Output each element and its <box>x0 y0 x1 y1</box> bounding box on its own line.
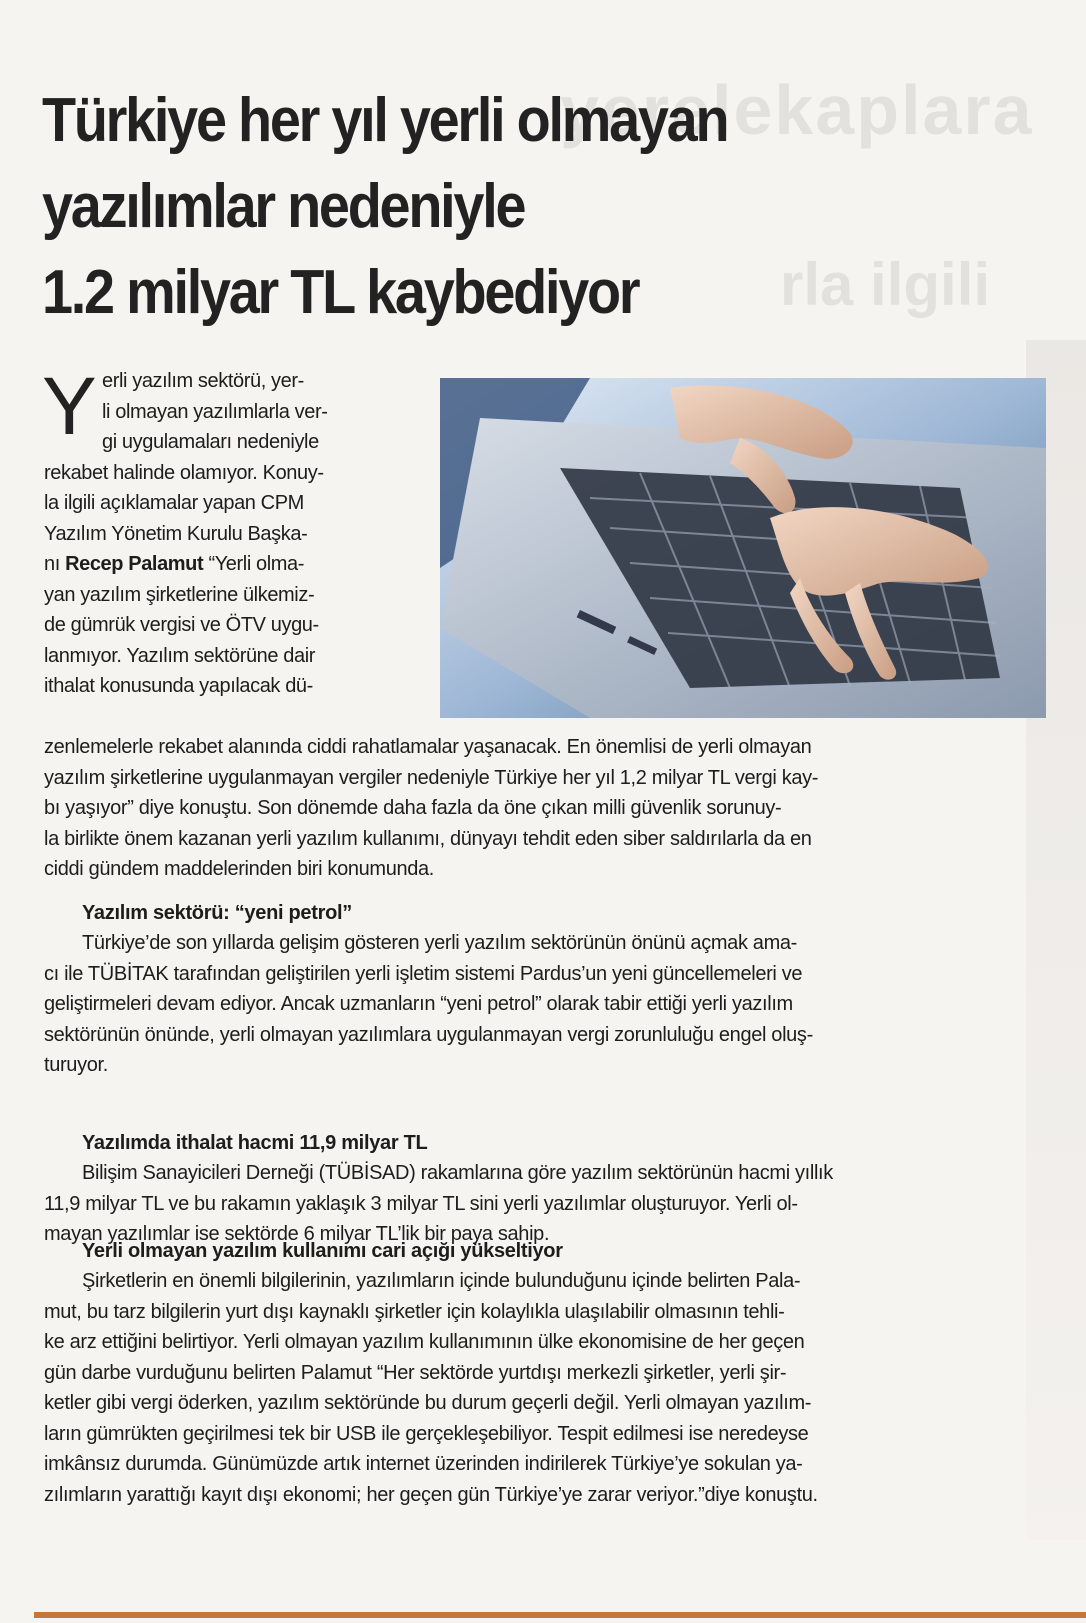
text-line: erli yazılım sektörü, yer- <box>102 370 304 392</box>
bleed-through-text: yerelekaplara <box>560 71 1034 149</box>
article-section <box>44 1128 1054 1250</box>
text-line: ların gümrükten geçirilmesi tek bir USB ile gerçekleşebiliyor. Tespit edilmesi ise neredeyse <box>44 1422 809 1445</box>
text-line: Bilişim Sanayicileri Derneği (TÜBİSAD) rakamlarına göre yazılım sektörünün hacmi yıllık <box>82 1162 833 1184</box>
text-line: ithalat konusunda yapılacak dü- <box>44 675 313 697</box>
headline-line: yazılımlar nedeniyle <box>42 172 525 241</box>
text-line: yan yazılım şirketlerine ülkemiz- <box>44 583 315 606</box>
text-line: Yazılım Yönetim Kurulu Başka- <box>44 522 308 545</box>
text-line: rekabet halinde olamıyor. Konuy- <box>44 461 324 484</box>
headline-line: Türkiye her yıl yerli olmayan <box>42 86 728 155</box>
text-line: gün darbe vurduğunu belirten Palamut “Her sektörde yurtdışı merkezli şirketler, yerli şir- <box>44 1361 787 1384</box>
text-fragment: “Yerli olma- <box>208 553 305 575</box>
bleed-through-text: rla ilgili <box>780 251 991 318</box>
text-line: cı ile TÜBİTAK tarafından geliştirilen yerli işletim sistemi Pardus’un yeni güncellemeleri ve <box>44 962 803 985</box>
text-line: mayan yazılımlar ise sektörde 6 milyar TL’lik bir paya sahip. <box>44 1223 550 1245</box>
text-line: la birlikte önem kazanan yerli yazılım kullanımı, dünyayı tehdit eden siber saldırılarla da en <box>44 827 812 850</box>
text-line: 11,9 milyar TL ve bu rakamın yaklaşık 3 milyar TL sini yerli yazılımlar oluşturuyor. Yerli ol- <box>44 1192 798 1215</box>
text-line: zenlemelerle rekabet alanında ciddi rahatlamalar yaşanacak. En önemlisi de yerli olmayan <box>44 736 812 758</box>
article-section <box>44 1236 1054 1510</box>
text-line: zılımların yarattığı kayıt dışı ekonomi; her geçen gün Türkiye’ye zarar veriyor.”diye konuştu. <box>44 1483 818 1506</box>
text-fragment: nı <box>44 553 60 575</box>
text-line: Şirketlerin en önemli bilgilerinin, yazılımların içinde bulunduğunu içinde belirten Pala- <box>82 1270 801 1292</box>
text-line: imkânsız durumda. Günümüzde artık internet üzerinden indirilerek Türkiye’ye sokulan ya- <box>44 1453 803 1475</box>
article-paragraph <box>44 732 1054 885</box>
section-heading: Yazılımda ithalat hacmi 11,9 milyar TL <box>82 1132 428 1154</box>
laptop-typing-photo <box>440 378 1046 718</box>
text-line: mut, bu tarz bilgilerin yurt dışı kaynaklı şirketler için kolaylıkla ulaşılabilir olmasının tehli- <box>44 1300 785 1323</box>
text-line: Türkiye’de son yıllarda gelişim gösteren yerli yazılım sektörünün önünü açmak ama- <box>82 932 797 954</box>
article-section <box>44 898 1054 1081</box>
text-line: li olmayan yazılımlarla ver- <box>102 400 328 423</box>
text-line: gi uygulamaları nedeniyle <box>102 431 319 453</box>
intro-paragraph <box>42 361 444 702</box>
text-line: geliştirmeleri devam ediyor. Ancak uzmanların “yeni petrol” olarak tabir ettiği yerli yazılım <box>44 993 793 1015</box>
drop-cap: Y <box>42 361 97 452</box>
text-line: ketler gibi vergi öderken, yazılım sektöründe bu durum geçerli değil. Yerli olmayan yazılım- <box>44 1392 812 1414</box>
text-line: turuyor. <box>44 1054 108 1076</box>
text-line: ke arz ettiğini belirtiyor. Yerli olmayan yazılım kullanımının ülke ekonomisine de her geçen <box>44 1331 805 1353</box>
article-headline <box>42 78 852 336</box>
section-heading: Yerli olmayan yazılım kullanımı cari açığı yükseltiyor <box>82 1240 563 1262</box>
bottom-rule <box>34 1612 1086 1618</box>
laptop-illustration <box>440 378 1046 718</box>
text-line: ciddi gündem maddelerinden biri konumunda. <box>44 858 434 880</box>
text-line: la ilgili açıklamalar yapan CPM <box>44 492 304 514</box>
text-line: bı yaşıyor” diye konuştu. Son dönemde daha fazla da öne çıkan milli güvenlik sorunuy- <box>44 797 782 819</box>
headline-line: 1.2 milyar TL kaybediyor <box>42 258 639 327</box>
text-line: sektörünün önünde, yerli olmayan yazılımlara uygulanmayan vergi zorunluluğu engel oluş- <box>44 1023 813 1046</box>
text-line <box>44 549 444 580</box>
text-line: de gümrük vergisi ve ÖTV uygu- <box>44 614 319 636</box>
person-name: Recep Palamut <box>65 553 204 575</box>
text-line: lanmıyor. Yazılım sektörüne dair <box>44 644 316 667</box>
text-line: yazılım şirketlerine uygulanmayan vergiler nedeniyle Türkiye her yıl 1,2 milyar TL vergi kay- <box>44 766 819 789</box>
section-heading: Yazılım sektörü: “yeni petrol” <box>82 902 352 924</box>
